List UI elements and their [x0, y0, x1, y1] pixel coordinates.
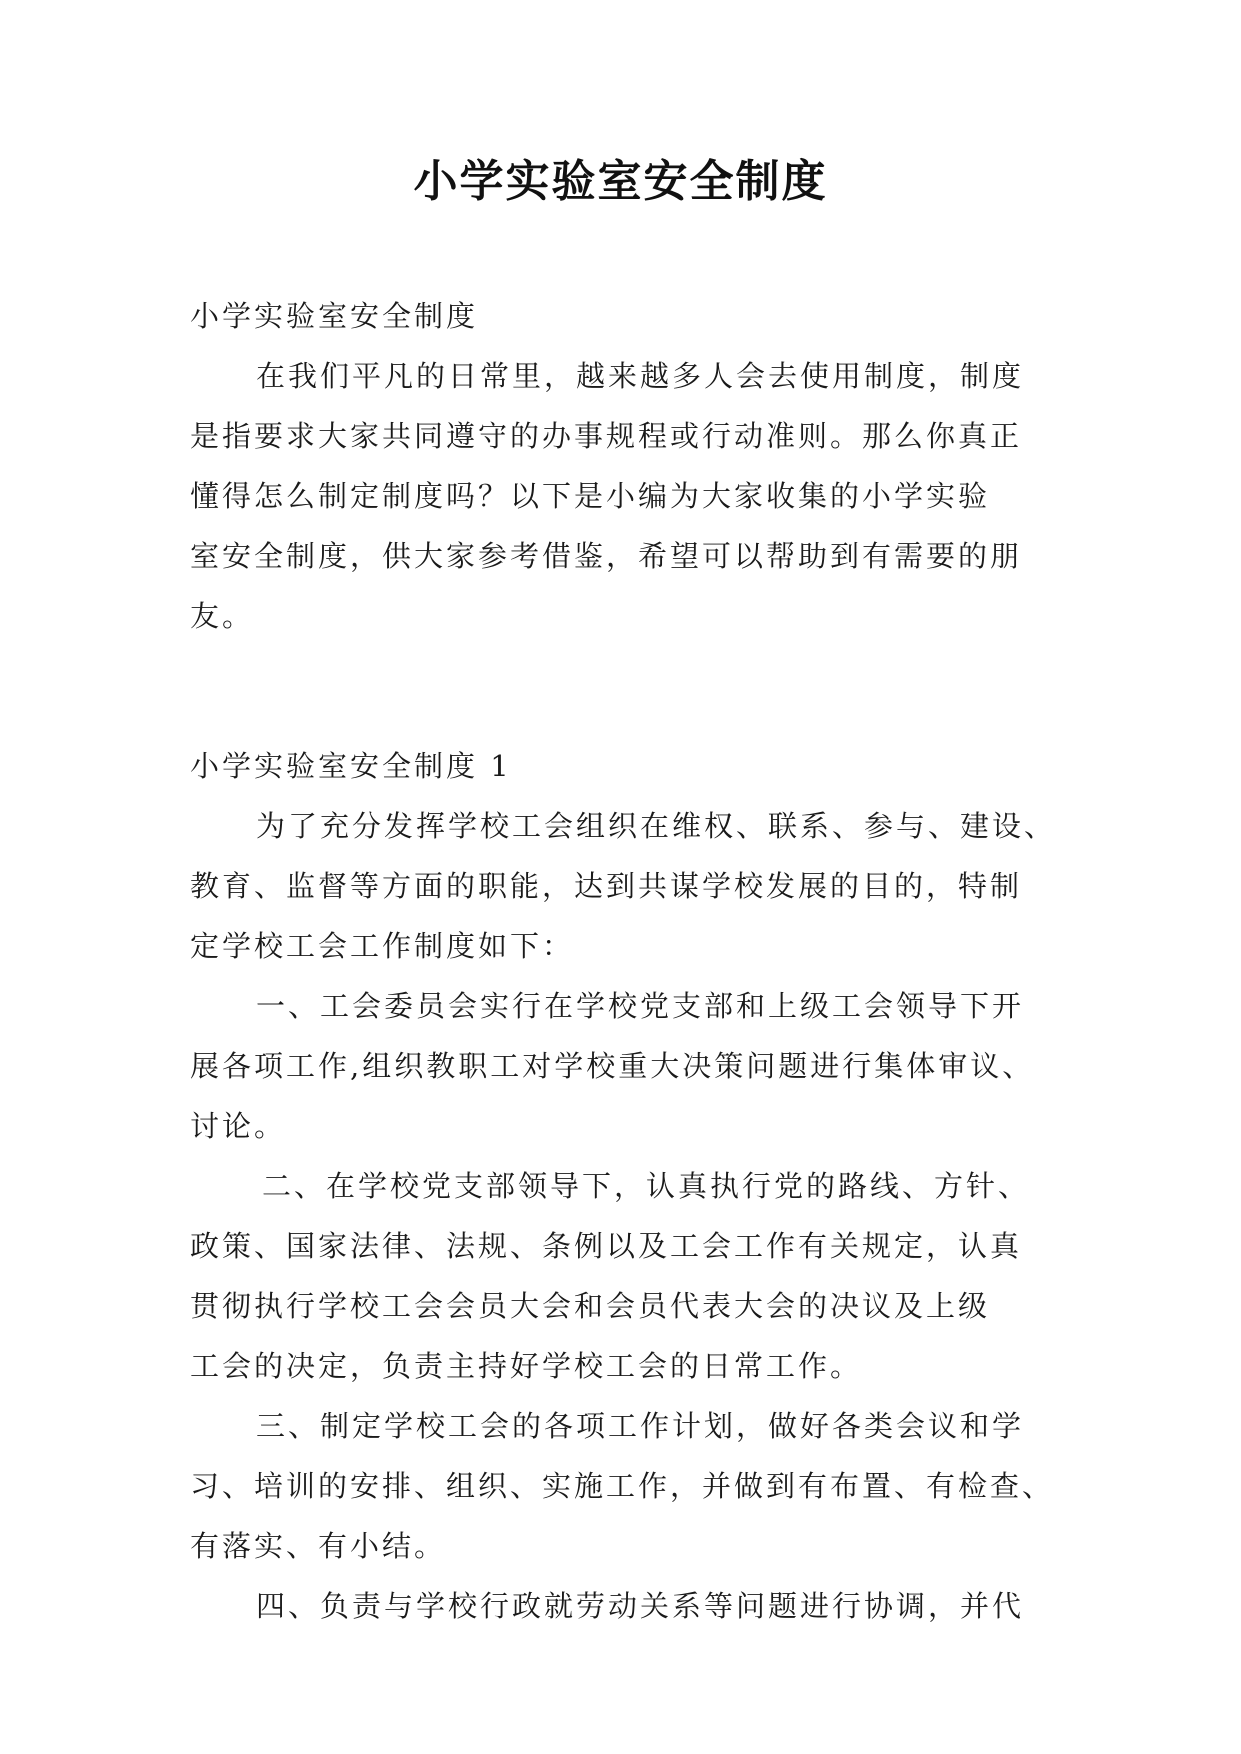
- intro-line: 友。: [190, 599, 255, 633]
- intro-line: 在我们平凡的日常里，越来越多人会去使用制度，制度: [256, 359, 1025, 393]
- item-line: 一、工会委员会实行在学校党支部和上级工会领导下开: [256, 989, 1025, 1023]
- item-line: 三、制定学校工会的各项工作计划，做好各类会议和学: [256, 1409, 1025, 1443]
- intro-line: 懂得怎么制定制度吗？以下是小编为大家收集的小学实验: [190, 479, 991, 513]
- item-line: 展各项工作,组织教职工对学校重大决策问题进行集体审议、: [190, 1049, 1035, 1083]
- intro-line: 室安全制度，供大家参考借鉴，希望可以帮助到有需要的朋: [190, 539, 1023, 573]
- document-body: [190, 286, 1060, 1636]
- section-intro-line: 为了充分发挥学校工会组织在维权、联系、参与、建设、: [256, 809, 1057, 843]
- section-spacer: [190, 646, 1060, 736]
- section-heading: 小学实验室安全制度 1: [190, 749, 512, 783]
- item-line: 二、在学校党支部领导下，认真执行党的路线、方针、: [262, 1169, 1031, 1203]
- document-subtitle: 小学实验室安全制度: [190, 299, 479, 333]
- item-line: 讨论。: [190, 1109, 287, 1143]
- intro-line: 是指要求大家共同遵守的办事规程或行动准则。那么你真正: [190, 419, 1023, 453]
- section-intro-line: 教育、监督等方面的职能，达到共谋学校发展的目的，特制: [190, 869, 1023, 903]
- item-line: 工会的决定，负责主持好学校工会的日常工作。: [190, 1349, 863, 1383]
- item-line: 四、负责与学校行政就劳动关系等问题进行协调，并代: [256, 1589, 1025, 1623]
- item-line: 政策、国家法律、法规、条例以及工会工作有关规定，认真: [190, 1229, 1023, 1263]
- item-line: 贯彻执行学校工会会员大会和会员代表大会的决议及上级: [190, 1289, 991, 1323]
- item-line: 习、培训的安排、组织、实施工作，并做到有布置、有检查、: [190, 1469, 1055, 1503]
- document-title: 小学实验室安全制度: [413, 156, 828, 207]
- item-line: 有落实、有小结。: [190, 1529, 447, 1563]
- section-intro-line: 定学校工会工作制度如下：: [190, 929, 575, 963]
